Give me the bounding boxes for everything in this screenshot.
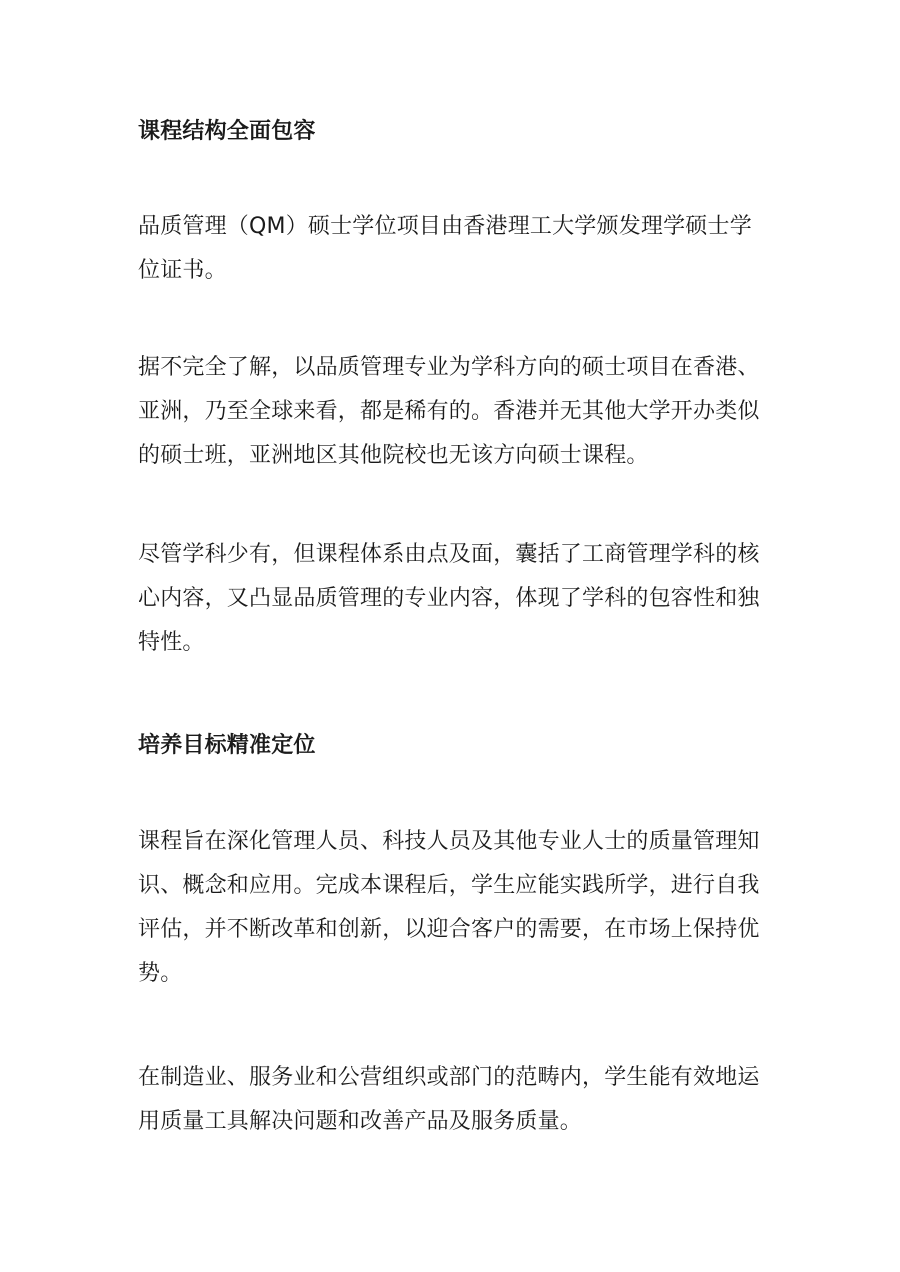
section-heading-course-structure: 课程结构全面包容 — [138, 119, 316, 144]
paragraph-line: 课程旨在深化管理人员、科技人员及其他专业人士的质量管理知 — [138, 829, 760, 854]
paragraph-line: 据不完全了解，以品质管理专业为学科方向的硕士项目在香港、 — [138, 355, 760, 380]
paragraph-line: 特性。 — [138, 630, 205, 655]
paragraph-line: 品质管理（QM）硕士学位项目由香港理工大学颁发理学硕士学 — [138, 214, 752, 239]
paragraph-line: 的硕士班，亚洲地区其他院校也无该方向硕士课程。 — [138, 443, 649, 468]
paragraph-line: 识、概念和应用。完成本课程后，学生应能实践所学，进行自我 — [138, 873, 760, 898]
paragraph-application-scope — [138, 1056, 778, 1144]
paragraph-qm-degree — [138, 205, 778, 293]
paragraph-course-aims — [138, 820, 778, 996]
paragraph-line: 势。 — [138, 961, 183, 986]
paragraph-line: 尽管学科少有，但课程体系由点及面，囊括了工商管理学科的核 — [138, 542, 760, 567]
paragraph-line: 位证书。 — [138, 258, 227, 283]
section-heading-training-goals: 培养目标精准定位 — [138, 733, 316, 758]
paragraph-line: 亚洲，乃至全球来看，都是稀有的。香港并无其他大学开办类似 — [138, 399, 760, 424]
paragraph-line: 评估，并不断改革和创新，以迎合客户的需要，在市场上保持优 — [138, 917, 760, 942]
paragraph-line: 心内容，又凸显品质管理的专业内容，体现了学科的包容性和独 — [138, 586, 760, 611]
paragraph-rarity — [138, 346, 778, 478]
paragraph-line: 用质量工具解决问题和改善产品及服务质量。 — [138, 1109, 583, 1134]
paragraph-curriculum-system — [138, 533, 778, 665]
paragraph-line: 在制造业、服务业和公营组织或部门的范畴内，学生能有效地运 — [138, 1065, 760, 1090]
